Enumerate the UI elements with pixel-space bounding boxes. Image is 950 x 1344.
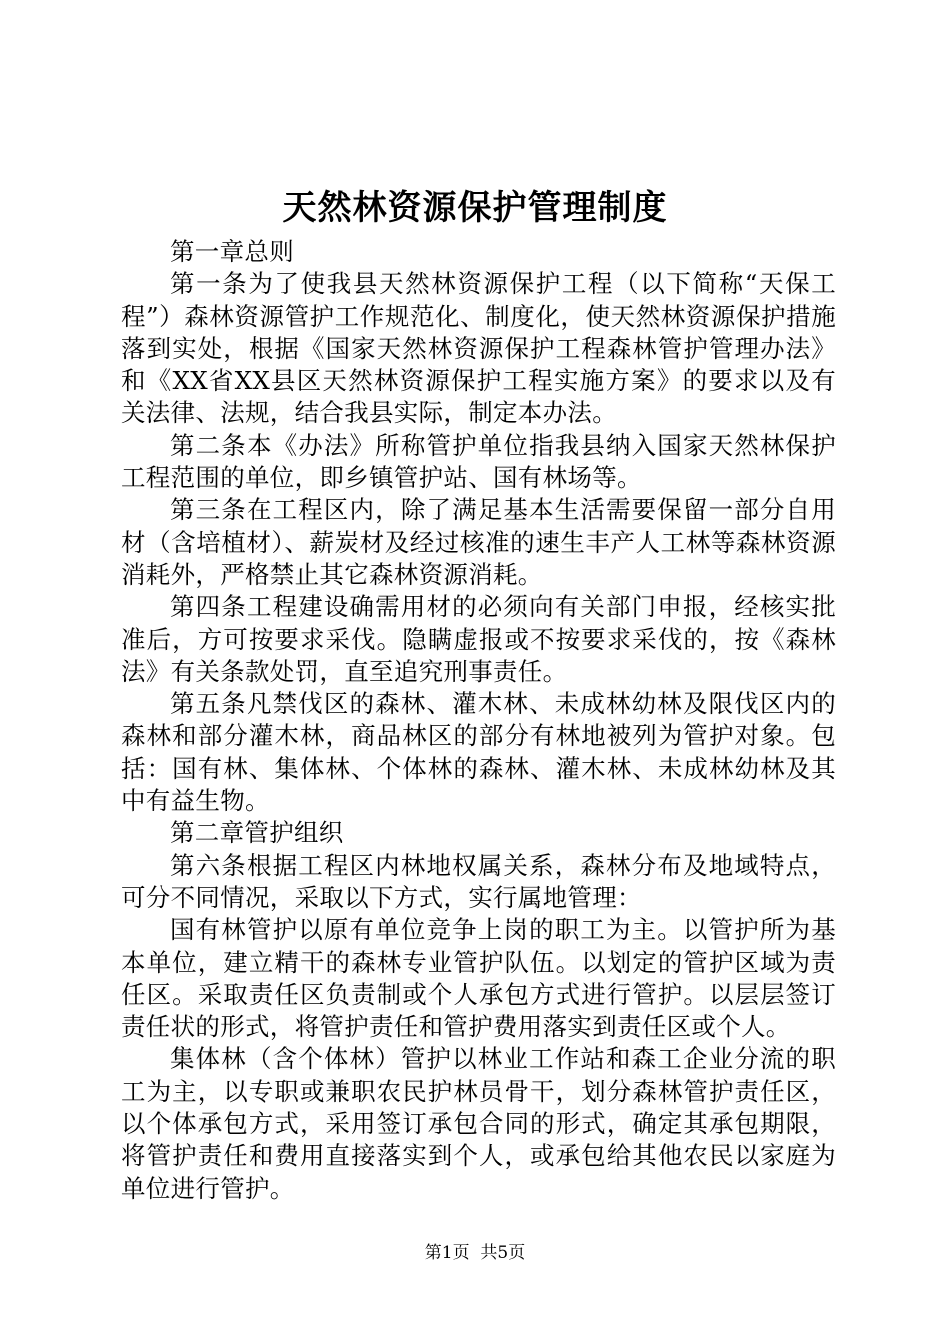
article-paragraph: 集体林（含个体林）管护以林业工作站和森工企业分流的职工为主，以专职或兼职农民护林员骨干，划分森林管护责任区，以个体承包方式，采用签订承包合同的形式，确定其承包期限，将管护责任和费用直接落实到个人，或承包给其他农民以家庭为单位进行管护。 xyxy=(121,1044,836,1203)
article-paragraph: 第五条凡禁伐区的森林、灌木林、未成林幼林及限伐区内的森林和部分灌木林，商品林区的部分有林地被列为管护对象。包括：国有林、集体林、个体林的森林、灌木林、未成林幼林及其中有益生物。 xyxy=(121,689,836,816)
document-body xyxy=(121,236,836,1205)
article-paragraph: 第二条本《办法》所称管护单位指我县纳入国家天然林保护工程范围的单位，即乡镇管护站、国有林场等。 xyxy=(121,430,836,493)
document-title: 天然林资源保护管理制度 xyxy=(282,188,668,228)
chapter-heading: 第一章总则 xyxy=(170,237,294,266)
article-paragraph: 第六条根据工程区内林地权属关系，森林分布及地域特点，可分不同情况，采取以下方式，实行属地管理： xyxy=(121,850,836,912)
page-number: 第1页 共5页 xyxy=(424,1243,526,1263)
article-paragraph: 国有林管护以原有单位竞争上岗的职工为主。以管护所为基本单位，建立精干的森林专业管护队伍。以划定的管护区域为责任区。采取责任区负责制或个人承包方式进行管护。以层层签订责任状的形式，将管护责任和管护费用落实到责任区或个人。 xyxy=(121,915,836,1042)
chapter-heading: 第二章管护组织 xyxy=(170,818,344,848)
article-paragraph: 第一条为了使我县天然林资源保护工程（以下简称“天保工程”）森林资源管护工作规范化、制度化，使天然林资源保护措施落到实处，根据《国家天然林资源保护工程森林管护管理办法》和《XX省XX县区天然林资源保护工程实施方案》的要求以及有关法律、法规，结合我县实际，制定本办法。 xyxy=(121,269,836,428)
article-paragraph: 第三条在工程区内，除了满足基本生活需要保留一部分自用材（含培植材）、薪炭材及经过核准的速生丰产人工林等森林资源消耗外，严格禁止其它森林资源消耗。 xyxy=(121,495,836,589)
page-footer xyxy=(0,1242,950,1264)
article-paragraph: 第四条工程建设确需用材的必须向有关部门申报，经核实批准后，方可按要求采伐。隐瞒虚报或不按要求采伐的，按《森林法》有关条款处罚，直至追究刑事责任。 xyxy=(121,592,836,686)
